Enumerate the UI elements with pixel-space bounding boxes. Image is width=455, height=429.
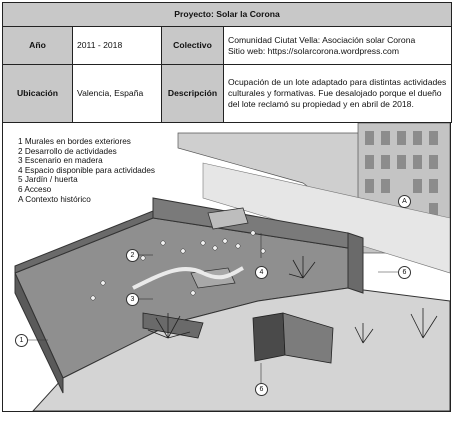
legend-item: 2 Desarrollo de actividades <box>18 146 117 156</box>
legend-item: 4 Espacio disponible para actividades <box>18 165 156 175</box>
description-label: Descripción <box>162 65 224 123</box>
year-value: 2011 - 2018 <box>73 27 162 65</box>
collective-label: Colectivo <box>162 27 224 65</box>
collective-website: Sitio web: https://solarcorona.wordpress.com <box>228 45 399 56</box>
illustration-legend <box>18 137 155 204</box>
marker-4: 4 <box>255 266 268 279</box>
location-value: Valencia, España <box>73 65 162 123</box>
collective-value <box>224 27 452 65</box>
legend-item: 5 Jardín / huerta <box>18 175 78 185</box>
site-illustration <box>3 123 450 411</box>
year-label: Año <box>3 27 73 65</box>
legend-item: 1 Murales en bordes exteriores <box>18 137 131 146</box>
marker-1: 1 <box>15 334 28 347</box>
collective-name: Comunidad Ciutat Vella: Asociación solar Corona <box>228 34 416 45</box>
legend-item: A Contexto histórico <box>18 194 91 204</box>
marker-2: 2 <box>126 249 139 262</box>
marker-6-bottom: 6 <box>255 383 268 396</box>
project-info-table <box>2 2 452 123</box>
legend-item: 6 Acceso <box>18 184 52 194</box>
description-value: Ocupación de un lote adaptado para distintas actividades culturales y formativas. Fue desalojado porque el dueño del lote reclamó su propiedad y en abril de 2018. <box>224 65 452 123</box>
marker-3: 3 <box>126 293 139 306</box>
marker-a: A <box>398 195 411 208</box>
project-title: Proyecto: Solar la Corona <box>3 3 452 27</box>
legend-item: 3 Escenario en madera <box>18 156 103 166</box>
location-label: Ubicación <box>3 65 73 123</box>
marker-6-right: 6 <box>398 266 411 279</box>
